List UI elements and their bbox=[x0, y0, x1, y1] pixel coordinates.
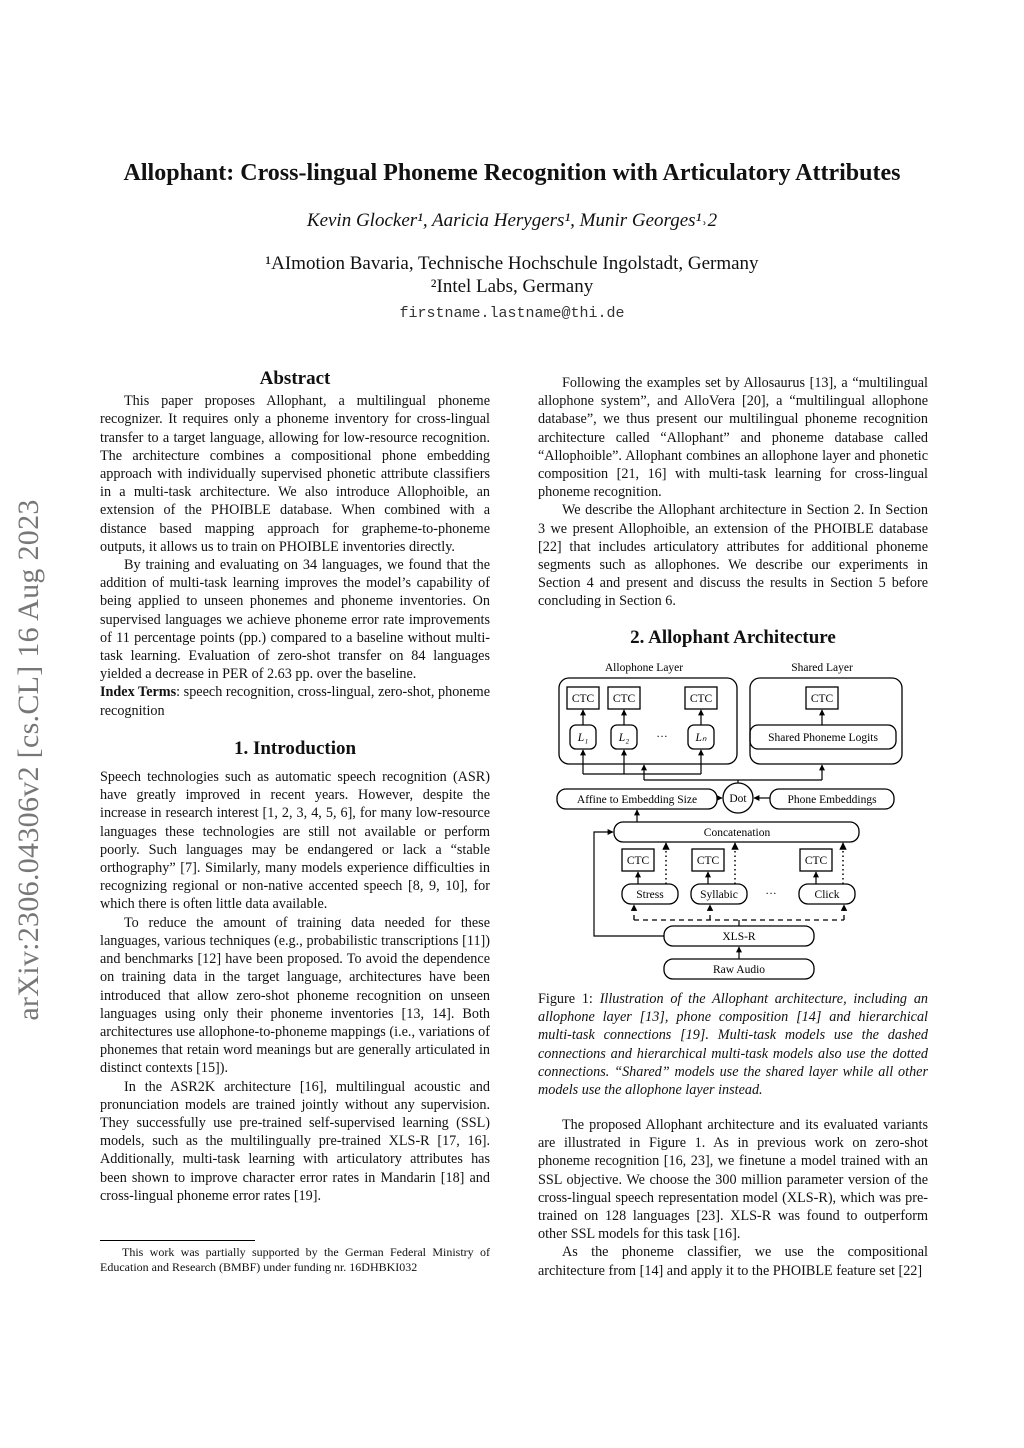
shared-logits-label: Shared Phoneme Logits bbox=[768, 732, 878, 744]
l2-label: L₂ bbox=[618, 732, 630, 744]
section-heading: 2. Allophant Architecture bbox=[630, 626, 836, 648]
body-paragraph: Following the examples set by Allosaurus [13], a “multilingual allophone system”, and AlloVera [20], a “multilingual allophone database”, we thus present our multilingual phoneme recognition architecture called “Allophant” and phoneme database called “Allophoible”. Allophant combines an allophone layer and phonetic composition [21, 16] with multi-task learning for cross-lingual phoneme recognition. bbox=[538, 375, 928, 501]
phone-embeddings-label: Phone Embeddings bbox=[787, 794, 877, 806]
index-terms bbox=[100, 683, 490, 719]
ctc-label: CTC bbox=[571, 693, 595, 705]
stress-label: Stress bbox=[636, 889, 664, 901]
syllabic-label: Syllabic bbox=[700, 889, 738, 901]
footnote-rule bbox=[100, 1240, 255, 1241]
paper-title: Allophant: Cross-lingual Phoneme Recognition with Articulatory Attributes bbox=[123, 160, 901, 186]
caption-label: Figure 1: bbox=[538, 991, 600, 1007]
architecture-diagram bbox=[554, 656, 910, 986]
index-terms-label: Index Terms bbox=[100, 684, 177, 701]
shared-layer-box bbox=[750, 678, 902, 764]
index-terms-text: : speech recognition, cross-lingual, zero-shot, phoneme recognition bbox=[100, 684, 491, 719]
l1-label: L₁ bbox=[577, 732, 589, 744]
body-paragraph: To reduce the amount of training data needed for these languages, various techniques (e.g., probabilistic transcriptions [11]) and benchmarks [12] have been proposed. To avoid the dependence on training data in the target language, architectures have been introduced that allow zero-shot phoneme recognition on unseen languages using only their phoneme inventories [13, 14]. Both architectures use allophone-to-phoneme mappings (i.e., variations of phonemes that retain word meanings but are generally articulated in distinct contexts [15]). bbox=[100, 914, 490, 1077]
shared-layer-label: Shared Layer bbox=[791, 662, 853, 674]
body-paragraph: The proposed Allophant architecture and its evaluated variants are illustrated in Figure 1. As in previous work on zero-shot phoneme recognition [16, 23], we finetune a model trained with an SSL objective. We choose the 300 million parameter version of the cross-lingual speech representation model (XLS-R), which was pre-trained on 128 languages [23]. XLS-R was found to outperform other SSL models for this task [16]. bbox=[538, 1117, 928, 1243]
arxiv-id: arXiv:2306.04306v2 [cs.CL] 16 Aug 2023 bbox=[12, 499, 45, 1021]
allophone-layer-box bbox=[559, 678, 737, 764]
body-paragraph: In the ASR2K architecture [16], multilingual acoustic and pronunciation models are trained jointly without any supervision. They successfully use pre-trained self-supervised learning (SSL) models, such as the multilingually pre-trained XLS-R [17, 16]. Additionally, multi-task learning with articulatory attributes has been shown to improve character error rates in Mandarin [18] and cross-lingual phoneme error rates [19]. bbox=[100, 1078, 490, 1204]
arxiv-stamp bbox=[10, 450, 48, 1070]
right-column-top bbox=[538, 374, 928, 647]
concatenation-label: Concatenation bbox=[703, 827, 771, 839]
ellipsis: ··· bbox=[765, 888, 777, 900]
figure-caption bbox=[538, 990, 928, 1099]
right-column-bottom bbox=[538, 1116, 928, 1280]
footnote bbox=[100, 1245, 490, 1275]
ctc-label: CTC bbox=[612, 693, 636, 705]
footnote-text: This work was partially supported by the German Federal Ministry of Education and Research (BMBF) under funding nr. 16DHBKI032 bbox=[100, 1245, 490, 1274]
abstract-paragraph: This paper proposes Allophant, a multilingual phoneme recognizer. It requires only a phoneme inventory for cross-lingual transfer to a target language, allowing for low-resource recognition. The architecture combines a compositional phone embedding approach with individually supervised phonetic attribute classifiers in a multi-task architecture. We also introduce Allophoible, an extension of the PHOIBLE database. When combined with a distance based mapping approach for grapheme-to-phoneme outputs, it allows us to train on PHOIBLE inventories directly. bbox=[100, 393, 490, 555]
ctc-label: CTC bbox=[810, 693, 834, 705]
dot-label: Dot bbox=[729, 793, 747, 805]
abstract-paragraph: By training and evaluating on 34 languages, we found that the addition of multi-task learning improves the model’s capability of being applied to unseen phonemes and phoneme inventories. On supervised languages we achieve phoneme error rate improvements of 11 percentage points (pp.) compared to a baseline without multi-task learning. Evaluation of zero-shot transfer on 84 languages yielded a decrease in PER of 2.63 pp. over the baseline. bbox=[100, 557, 490, 683]
ln-label: Lₙ bbox=[695, 732, 707, 744]
section-heading: 1. Introduction bbox=[233, 737, 357, 759]
body-paragraph: We describe the Allophant architecture in Section 2. In Section 3 we present Allophoible, an extension of the PHOIBLE database [22] that includes articulatory attributes for additional phoneme segments such as allophones. We describe our experiments in Section 4 and present and discuss the results in Section 5 before concluding in Section 6. bbox=[538, 502, 928, 610]
affiliation-1: ¹AImotion Bavaria, Technische Hochschule Ingolstadt, Germany bbox=[265, 253, 759, 274]
ellipsis: ··· bbox=[656, 731, 668, 743]
email[interactable]: firstname.lastname@thi.de bbox=[399, 305, 625, 322]
allophone-layer-label: Allophone Layer bbox=[604, 662, 684, 674]
affiliation-2: ²Intel Labs, Germany bbox=[430, 276, 594, 297]
click-label: Click bbox=[814, 889, 840, 901]
xlsr-label: XLS-R bbox=[722, 931, 756, 943]
body-paragraph: As the phoneme classifier, we use the compositional architecture from [14] and apply it to the PHOIBLE feature set [22] bbox=[538, 1244, 928, 1279]
authors: Kevin Glocker¹, Aaricia Herygers¹, Munir Georges¹˒2 bbox=[306, 210, 718, 231]
ctc-label: CTC bbox=[626, 855, 650, 867]
affine-label: Affine to Embedding Size bbox=[576, 794, 698, 806]
left-column bbox=[100, 370, 490, 1205]
ctc-label: CTC bbox=[696, 855, 720, 867]
abstract-heading: Abstract bbox=[259, 368, 331, 389]
body-paragraph: Speech technologies such as automatic speech recognition (ASR) have greatly improved in recent years. However, despite the increase in research interest [1, 2, 3, 4, 5, 6], for many low-resource languages these technologies are still not available or perform poorly. Such languages may be endangered or lack a “stable orthography” [7]. Similarly, many models experience difficulties in recognizing regional or non-native accented speech [8, 9, 10], for which there is often little data available. bbox=[100, 769, 490, 913]
ctc-label: CTC bbox=[804, 855, 828, 867]
ctc-label: CTC bbox=[689, 693, 713, 705]
raw-audio-label: Raw Audio bbox=[712, 964, 766, 976]
caption-text: Illustration of the Allophant architecture, including an allophone layer [13], phone composition [14] and hierarchical multi-task connections [19]. Multi-task models use the dashed connections and hierarchical multi-task models also use the dotted connections. “Shared” models use the shared layer while all other models use the allophone layer instead. bbox=[538, 991, 929, 1099]
